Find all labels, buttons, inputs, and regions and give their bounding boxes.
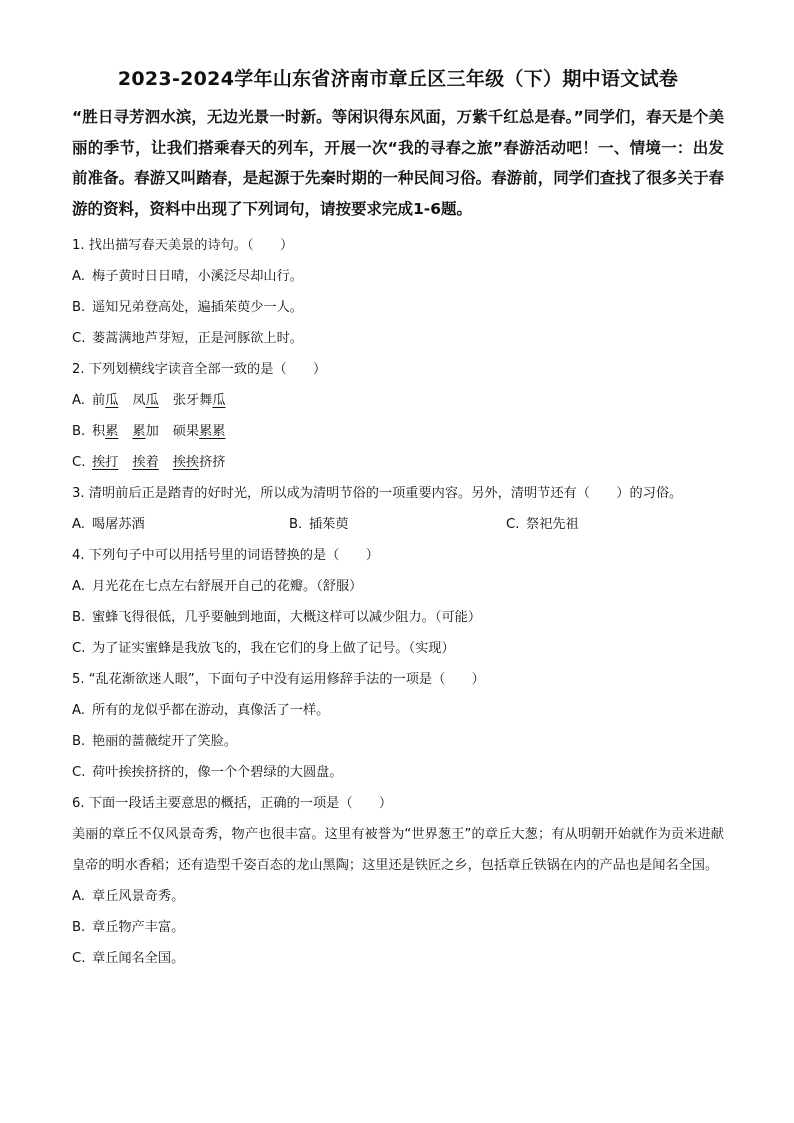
question-stem: 6. 下面一段话主要意思的概括，正确的一项是（ ） xyxy=(72,796,393,811)
word: 挨着 xyxy=(132,455,159,470)
question-stem: 5. “乱花渐欲迷人眼”，下面句子中没有运用修辞手法的一项是（ ） xyxy=(72,672,485,687)
option-c: C. 祭祀先祖 xyxy=(506,517,579,532)
option-c: C. 挨打 挨着 挨挨挤挤 xyxy=(72,447,724,478)
option-b: B. 插茱萸 xyxy=(289,517,349,532)
option-c: C. 蒌蒿满地芦芽短，正是河豚欲上时。 xyxy=(72,331,303,346)
option-b: B. 积累 累加 硕果累累 xyxy=(72,416,724,447)
question-passage: 美丽的章丘不仅风景奇秀，物产也很丰富。这里有被誉为“世界葱王”的章丘大葱；有从明朝开始就作为贡米进献皇帝的明水香稻；还有造型千姿百态的龙山黑陶；这里还是铁匠之乡，包括章丘铁锅在内的产品也是闻名全国。 xyxy=(72,827,724,873)
question-1 xyxy=(72,230,724,354)
word: 挨打 xyxy=(92,455,119,470)
word: 前瓜 xyxy=(92,393,119,408)
option-a: A. 章丘风景奇秀。 xyxy=(72,889,185,904)
question-stem: 2. 下列划横线字读音全部一致的是（ ） xyxy=(72,362,327,377)
question-4 xyxy=(72,540,724,664)
intro-paragraph: “胜日寻芳泗水滨，无边光景一时新。等闲识得东风面，万紫千红总是春。”同学们，春天是个美丽的季节，让我们搭乘春天的列车，开展一次“我的寻春之旅”春游活动吧！一、情境一：出发前准备。春游又叫踏春，是起源于先秦时期的一种民间习俗。春游前，同学们查找了很多关于春游的资料，资料中出现了下列词句，请按要求完成1-6题。 xyxy=(72,108,724,218)
option-b: B. 章丘物产丰富。 xyxy=(72,920,185,935)
option-c: C. 章丘闻名全国。 xyxy=(72,951,185,966)
options-row xyxy=(72,509,724,540)
question-stem: 4. 下列句子中可以用括号里的词语替换的是（ ） xyxy=(72,548,379,563)
question-stem: 3. 清明前后正是踏青的好时光，所以成为清明节俗的一项重要内容。另外，清明节还有（ ）的习俗。 xyxy=(72,486,683,501)
word: 凤瓜 xyxy=(132,393,159,408)
word: 挨挨挤挤 xyxy=(172,455,226,470)
option-a: A. 梅子黄时日日晴，小溪泛尽却山行。 xyxy=(72,269,303,284)
word: 张牙舞瓜 xyxy=(172,393,226,408)
question-5 xyxy=(72,664,724,788)
option-b: B. 蜜蜂飞得很低，几乎要触到地面，大概这样可以减少阻力。（可能） xyxy=(72,610,482,625)
option-a: A. 月光花在七点左右舒展开自己的花瓣。（舒服） xyxy=(72,579,363,594)
question-6 xyxy=(72,788,724,974)
option-b: B. 遥知兄弟登高处，遍插茱萸少一人。 xyxy=(72,300,303,315)
question-3 xyxy=(72,478,724,540)
option-a: A. 喝屠苏酒 xyxy=(72,517,145,532)
exam-title: 2023-2024学年山东省济南市章丘区三年级（下）期中语文试卷 xyxy=(117,68,679,90)
word: 硕果累累 xyxy=(172,424,226,439)
word: 积累 xyxy=(92,424,119,439)
question-stem: 1. 找出描写春天美景的诗句。（ ） xyxy=(72,238,294,253)
option-c: C. 为了证实蜜蜂是我放飞的，我在它们的身上做了记号。（实现） xyxy=(72,641,455,656)
exam-page xyxy=(72,66,724,974)
option-c: C. 荷叶挨挨挤挤的，像一个个碧绿的大圆盘。 xyxy=(72,765,343,780)
word: 累加 xyxy=(132,424,159,439)
question-2 xyxy=(72,354,724,478)
option-a: A. 前瓜 凤瓜 张牙舞瓜 xyxy=(72,385,724,416)
option-b: B. 艳丽的蔷薇绽开了笑脸。 xyxy=(72,734,238,749)
option-a: A. 所有的龙似乎都在游动，真像活了一样。 xyxy=(72,703,330,718)
